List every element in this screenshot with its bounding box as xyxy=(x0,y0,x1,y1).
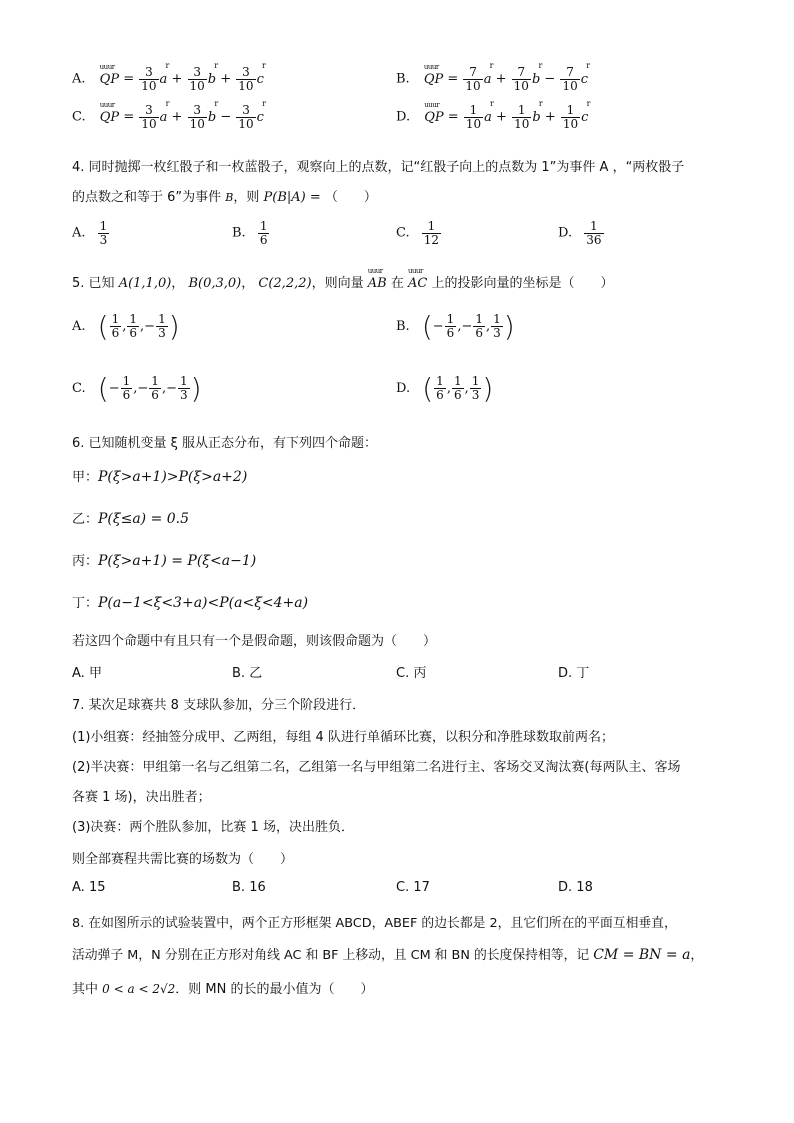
q6-proposition-1: 甲：P(ξ>a+1)>P(ξ>a+2) xyxy=(72,469,248,485)
fraction: $\frac{1}{10}$ xyxy=(514,103,530,131)
fraction: $\frac{1}{12}$ xyxy=(423,219,440,247)
q3-option-d: D. uuur QP = $\frac{1}{10}$ r a + $\frac{1}{10}$ r b + $\frac{1}{10}$ r c xyxy=(396,98,591,131)
q5-option-b: B. (− $\frac{1}{6}$ ,− $\frac{1}{6}$ , $\frac{1}{3}$ ) xyxy=(396,310,515,343)
q6-proposition-2: 乙：P(ξ≤a) = 0.5 xyxy=(72,511,190,527)
q7-option-b: B. 16 xyxy=(232,880,266,895)
q6-question: 若这四个命题中有且只有一个是假命题，则该假命题为（ ） xyxy=(72,634,437,649)
q4-stem-line1: 4. 同时抛掷一枚红骰子和一枚蓝骰子，观察向上的点数，记“红骰子向上的点数为 1”为事件 A ，“两枚骰子 xyxy=(72,160,685,175)
fraction: $\frac{3}{10}$ xyxy=(189,103,205,131)
q3-option-c: C. uuur QP = $\frac{3}{10}$ r a + $\frac{3}{10}$ r b − $\frac{3}{10}$ r c xyxy=(72,98,266,131)
q5-stem: 5. 已知 A(1,1,0)， B(0,3,0)， C(2,2,2)，则向量 uuur AB 在 uuur AC 上的投影向量的坐标是（ ） xyxy=(72,267,614,291)
option-label: A. xyxy=(72,71,86,87)
fraction: $\frac{1}{6}$ xyxy=(111,312,120,340)
fraction: $\frac{7}{10}$ xyxy=(562,65,578,93)
vector-ac: uuur AC xyxy=(407,267,428,291)
option-label: C. xyxy=(72,109,86,125)
fraction: $\frac{1}{6}$ xyxy=(453,374,462,402)
q4-option-a: A. $\frac{1}{3}$ xyxy=(72,219,108,247)
fraction: $\frac{1}{10}$ xyxy=(465,103,482,131)
q6-proposition-3: 丙：P(ξ>a+1) = P(ξ<a−1) xyxy=(72,553,257,569)
fraction: $\frac{1}{6}$ xyxy=(446,312,455,340)
q4-option-b: B. $\frac{1}{6}$ xyxy=(232,219,268,247)
q7-stage-3: (3)决赛：两个胜队参加，比赛 1 场，决出胜负． xyxy=(72,820,354,835)
fraction: $\frac{1}{6}$ xyxy=(436,374,444,402)
fraction: $\frac{3}{10}$ xyxy=(238,65,254,93)
q7-stem: 7. 某次足球赛共 8 支球队参加，分三个阶段进行． xyxy=(72,698,366,713)
vector-qp: uuur QP xyxy=(99,100,120,125)
fraction: $\frac{3}{10}$ xyxy=(141,65,157,93)
q4-option-d: D. $\frac{1}{36}$ xyxy=(558,219,602,247)
q5-option-d: D. ( $\frac{1}{6}$ , $\frac{1}{6}$ , $\frac{1}{3}$ ) xyxy=(396,372,494,405)
fraction: $\frac{1}{10}$ xyxy=(562,103,579,131)
q4-option-c: C. $\frac{1}{12}$ xyxy=(396,219,440,247)
q3-option-b: B. uuur QP = $\frac{7}{10}$ r a + $\frac{7}{10}$ r b − $\frac{7}{10}$ r c xyxy=(396,60,591,93)
q6-option-d: D. 丁 xyxy=(558,666,590,681)
q6-option-c: C. 丙 xyxy=(396,666,427,681)
vector-b: r b xyxy=(207,98,219,125)
fraction: $\frac{1}{6}$ xyxy=(122,374,131,402)
point-b: B(0,3,0) xyxy=(188,276,242,291)
q6-stem: 6. 已知随机变量 ξ 服从正态分布，有下列四个命题： xyxy=(72,436,378,451)
fraction: $\frac{7}{10}$ xyxy=(513,65,529,93)
fraction: $\frac{3}{10}$ xyxy=(238,103,254,131)
option-label: B. xyxy=(396,71,410,87)
q5-option-a: A. ( $\frac{1}{6}$ , $\frac{1}{6}$ ,− $\frac{1}{3}$ ) xyxy=(72,310,180,343)
q7-question: 则全部赛程共需比赛的场数为（ ） xyxy=(72,852,294,867)
vector-qp: uuur QP xyxy=(423,62,444,87)
fraction: $\frac{1}{3}$ xyxy=(99,219,108,247)
vector-b: r b xyxy=(531,60,543,87)
vector-a: r a xyxy=(159,98,170,125)
q4-expression: P(B|A) = xyxy=(263,190,321,205)
q7-option-a: A. 15 xyxy=(72,880,106,895)
q7-stage-2-line2: 各赛 1 场)，决出胜者； xyxy=(72,790,211,805)
q7-option-d: D. 18 xyxy=(558,880,593,895)
fraction: $\frac{1}{3}$ xyxy=(158,312,166,340)
fraction: $\frac{1}{6}$ xyxy=(475,312,483,340)
vector-b: r b xyxy=(532,98,543,125)
q7-stage-1: (1)小组赛：经抽签分成甲、乙两组，每组 4 队进行单循环比赛，以积分和净胜球数取前两名； xyxy=(72,730,614,745)
option-label: D. xyxy=(396,109,411,125)
q8-stem-line2: 活动弹子 M，N 分别在正方形对角线 AC 和 BF 上移动，且 CM 和 BN 的长度保持相等，记 CM = BN = a， xyxy=(72,947,704,963)
vector-ab: uuur AB xyxy=(367,267,387,291)
vector-qp: uuur QP xyxy=(99,62,120,87)
q3-option-a: A. uuur QP = $\frac{3}{10}$ r a + $\frac{3}{10}$ r b + $\frac{3}{10}$ r c xyxy=(72,60,266,93)
fraction: $\frac{7}{10}$ xyxy=(465,65,481,93)
q8-stem-line1: 8. 在如图所示的试验装置中，两个正方形框架 ABCD，ABEF 的边长都是 2，且它们所在的平面互相垂直， xyxy=(72,916,677,931)
point-c: C(2,2,2) xyxy=(258,276,312,291)
vector-a: r a xyxy=(483,60,494,87)
q6-option-a: A. 甲 xyxy=(72,666,102,681)
q7-stage-2-line1: (2)半决赛：甲组第一名与乙组第二名，乙组第一名与甲组第二名进行主、客场交叉淘汰赛(每两队主、客场 xyxy=(72,760,681,775)
vector-a: r a xyxy=(159,60,170,87)
q6-option-b: B. 乙 xyxy=(232,666,263,681)
vector-b: r b xyxy=(207,60,219,87)
q8-stem-line3: 其中 0 < a < 2√2．则 MN 的长的最小值为（ ） xyxy=(72,982,374,997)
vector-qp: uuur QP xyxy=(424,100,444,125)
vector-c: r c xyxy=(256,98,266,125)
fraction: $\frac{1}{3}$ xyxy=(471,374,480,402)
vector-c: r c xyxy=(580,60,591,87)
fraction: $\frac{3}{10}$ xyxy=(141,103,157,131)
q4-stem-line2: 的点数之和等于 6”为事件 B，则 P(B|A) = （ ） xyxy=(72,190,377,205)
vector-c: r c xyxy=(581,98,591,125)
fraction: $\frac{1}{6}$ xyxy=(151,374,159,402)
q5-option-c: C. (− $\frac{1}{6}$ ,− $\frac{1}{6}$ ,− $\frac{1}{3}$ ) xyxy=(72,372,202,405)
q6-proposition-4: 丁：P(a−1<ξ<3+a)<P(a<ξ<4+a) xyxy=(72,595,309,611)
fraction: $\frac{3}{10}$ xyxy=(189,65,205,93)
fraction: $\frac{1}{6}$ xyxy=(259,219,268,247)
q7-option-c: C. 17 xyxy=(396,880,430,895)
fraction: $\frac{1}{6}$ xyxy=(129,312,138,340)
fraction: $\frac{1}{36}$ xyxy=(586,219,602,247)
fraction: $\frac{1}{3}$ xyxy=(493,312,501,340)
vector-a: r a xyxy=(484,98,494,125)
fraction: $\frac{1}{3}$ xyxy=(179,374,188,402)
vector-c: r c xyxy=(256,60,266,87)
point-a: A(1,1,0) xyxy=(118,276,172,291)
